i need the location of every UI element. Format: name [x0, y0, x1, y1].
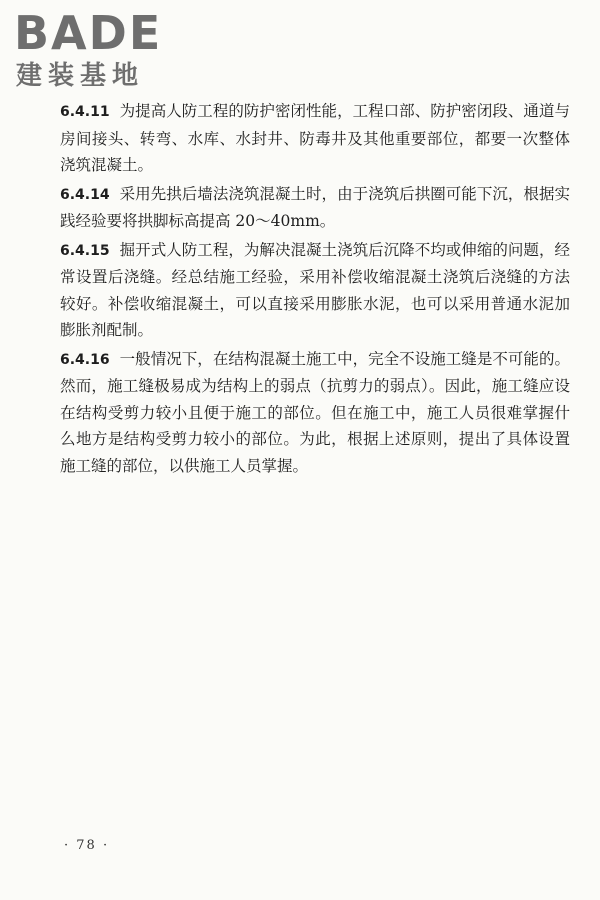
- clause-text: 采用先拱后墙法浇筑混凝土时，由于浇筑后拱圈可能下沉，根据实践经验要将拱脚标高提高 20～40mm。: [60, 184, 570, 230]
- clause-6-4-16: [60, 346, 570, 480]
- clause-text: 一般情况下，在结构混凝土施工中，完全不设施工缝是不可能的。然而，施工缝极易成为结构上的弱点（抗剪力的弱点）。因此，施工缝应设在结构受剪力较小且便于施工的部位。但在施工中，施工人员很难掌握什么地方是结构受剪力较小的部位。为此，根据上述原则，提出了具体设置施工缝的部位，以供施工人员掌握。: [60, 349, 570, 475]
- logo-subtitle: 建装基地: [16, 61, 145, 91]
- clause-number: 6.4.16: [60, 351, 110, 368]
- document-body: [60, 98, 570, 481]
- page-number: · 78 ·: [64, 838, 110, 853]
- clause-text: 掘开式人防工程，为解决混凝土浇筑后沉降不均或伸缩的问题，经常设置后浇缝。经总结施工经验，采用补偿收缩混凝土浇筑后浇缝的方法较好。补偿收缩混凝土，可以直接采用膨胀水泥，也可以采用普通水泥加膨胀剂配制。: [60, 240, 570, 339]
- clause-number: 6.4.11: [60, 104, 110, 120]
- clause-6-4-11: [60, 98, 570, 179]
- clause-text: 为提高人防工程的防护密闭性能，工程口部、防护密闭段、通道与房间接头、转弯、水库、水封井、防毒井及其他重要部位，都要一次整体浇筑混凝土。: [60, 102, 570, 174]
- clause-number: 6.4.15: [60, 242, 110, 259]
- logo-wordmark: BADE: [14, 6, 163, 60]
- clause-6-4-15: [60, 237, 570, 344]
- brand-logo: [14, 8, 184, 90]
- clause-number: 6.4.14: [60, 186, 110, 203]
- clause-6-4-14: [60, 181, 570, 235]
